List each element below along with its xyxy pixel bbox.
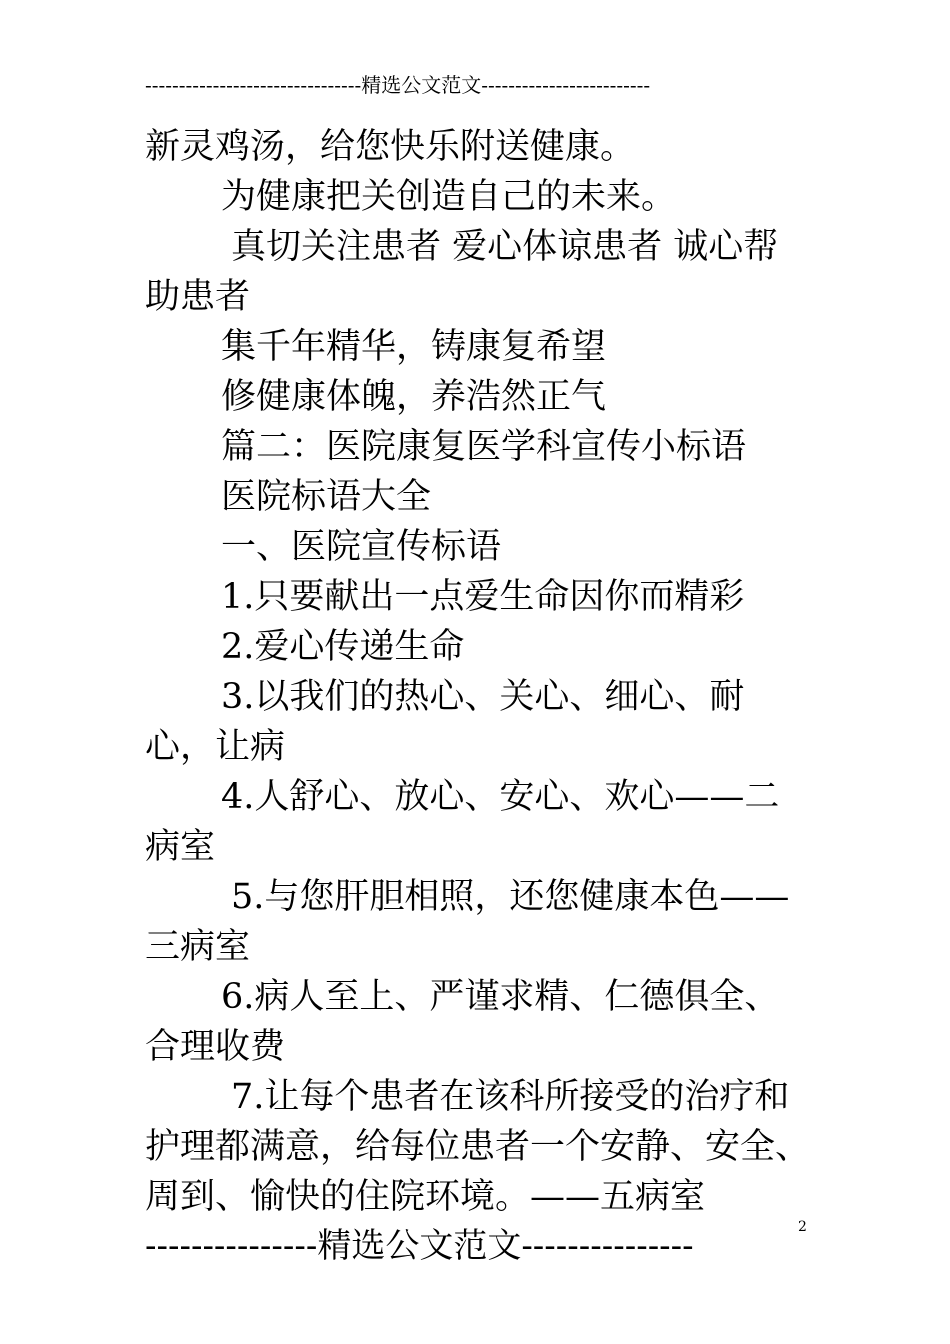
document-body <box>145 122 810 1222</box>
paragraph: 真切关注患者 爱心体谅患者 诚心帮助患者 <box>145 227 779 317</box>
paragraph: 篇二：医院康复医学科宣传小标语 <box>221 427 747 467</box>
paragraph: 修健康体魄，养浩然正气 <box>221 377 607 417</box>
page-header: --------------------------------精选公文范文------------------------- <box>145 73 651 97</box>
paragraph: 4.人舒心、放心、安心、欢心——二病室 <box>145 777 780 867</box>
paragraph: 集千年精华，铸康复希望 <box>221 327 607 367</box>
paragraph: 一、医院宣传标语 <box>221 527 502 567</box>
paragraph: 5.与您肝胆相照，还您健康本色——三病室 <box>145 877 790 967</box>
paragraph: 6.病人至上、严谨求精、仁德俱全、合理收费 <box>145 977 780 1067</box>
paragraph: 为健康把关创造自己的未来。 <box>221 177 677 217</box>
page-footer: ---------------精选公文范文--------------- <box>145 1226 694 1266</box>
page-number: 2 <box>798 1219 807 1235</box>
paragraph: 1.只要献出一点爱生命因你而精彩 <box>221 577 745 617</box>
paragraph: 医院标语大全 <box>221 477 432 517</box>
paragraph: 7.让每个患者在该科所接受的治疗和护理都满意，给每位患者一个安静、安全、周到、愉快的住院环境。——五病室 <box>145 1077 811 1217</box>
paragraph: 3.以我们的热心、关心、细心、耐心，让病 <box>145 677 745 767</box>
paragraph: 2.爱心传递生命 <box>221 627 465 667</box>
paragraph: 新灵鸡汤，给您快乐附送健康。 <box>145 127 636 167</box>
